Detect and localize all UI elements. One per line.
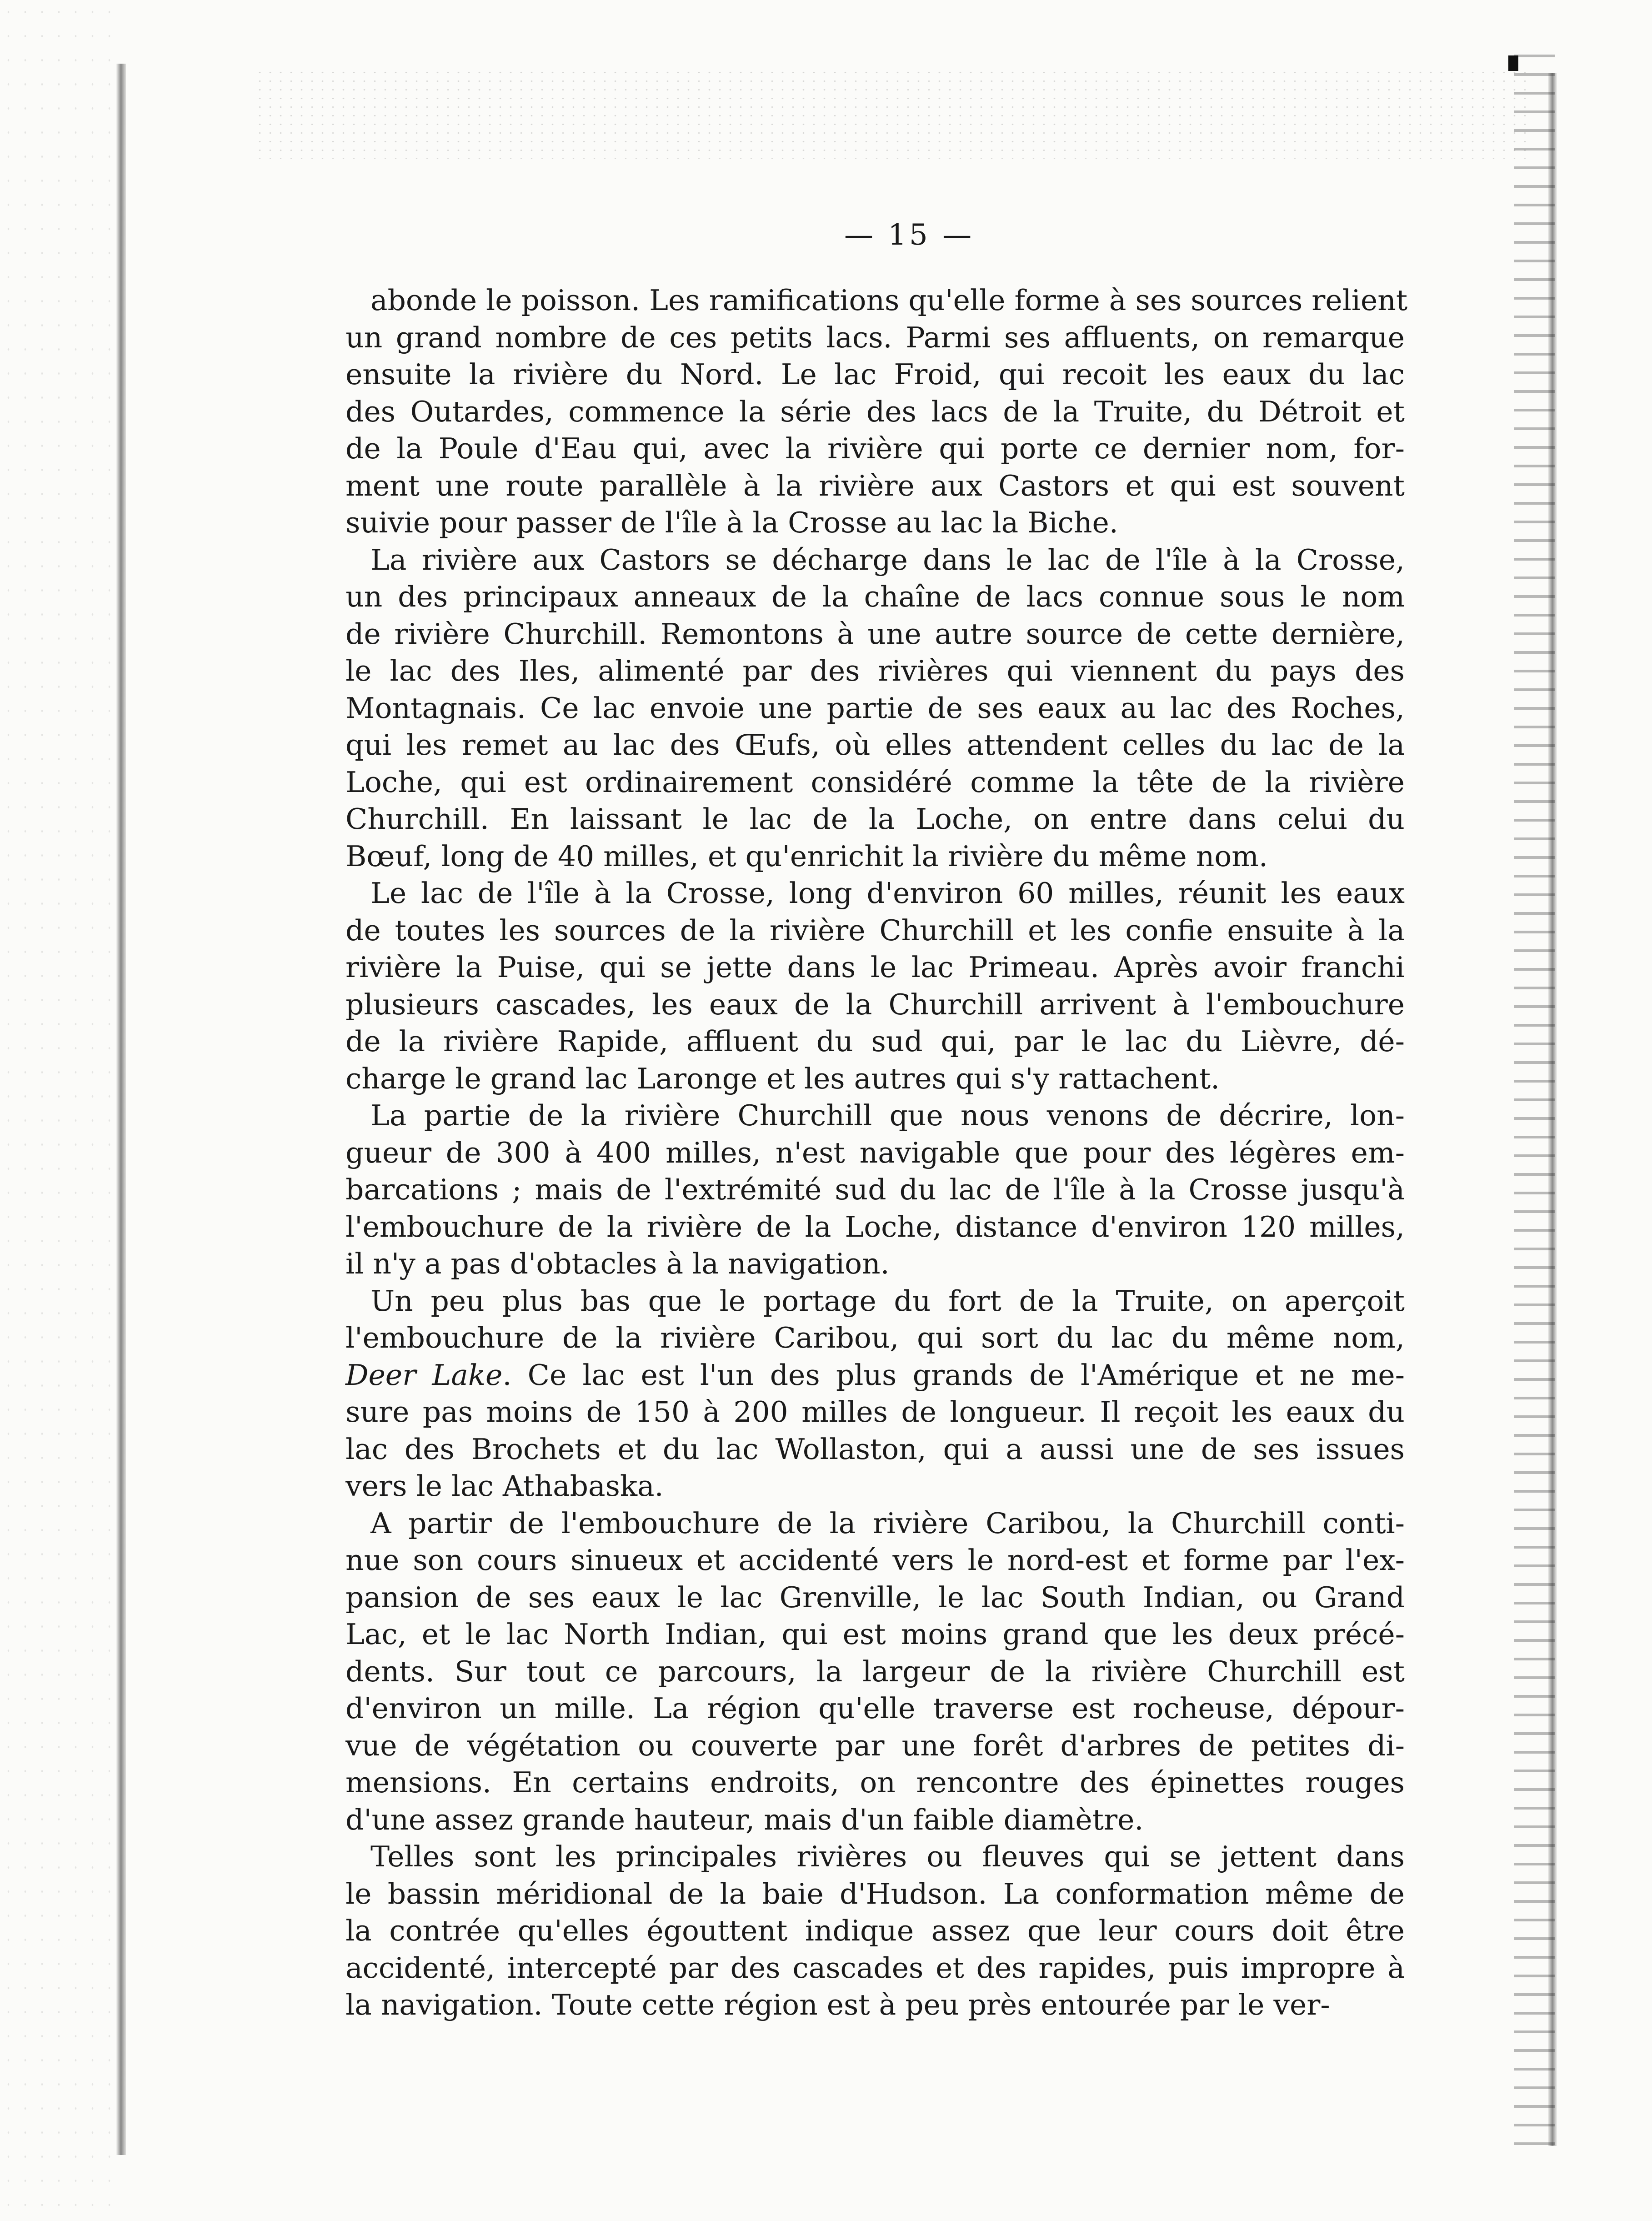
paragraph-7 <box>345 1838 1405 2024</box>
text-line: rivière la Puise, qui se jette dans le lac Primeau. Après avoir franchi <box>345 951 1405 984</box>
text-line: la navigation. Toute cette région est à peu près entourée par le ver- <box>345 1988 1330 2021</box>
text-line: plusieurs cascades, les eaux de la Churchill arrivent à l'embouchure <box>345 988 1405 1021</box>
text-line: le bassin méridional de la baie d'Hudson. La conformation même de <box>345 1877 1405 1910</box>
text-line: abonde le poisson. Les ramifications qu'elle forme à ses sources relient <box>370 284 1408 317</box>
text-line: Loche, qui est ordinairement considéré comme la tête de la rivière <box>345 765 1405 799</box>
text-line: La rivière aux Castors se décharge dans le lac de l'île à la Crosse, <box>370 543 1405 577</box>
text-line: Deer Lake. Ce lac est l'un des plus grands de l'Amérique et ne me- <box>345 1358 1405 1392</box>
text-line: gueur de 300 à 400 milles, n'est navigable que pour des légères em- <box>345 1136 1405 1169</box>
text-line: Churchill. En laissant le lac de la Loche, on entre dans celui du <box>345 802 1405 836</box>
text-line: la contrée qu'elles égouttent indique assez que leur cours doit être <box>345 1914 1405 1947</box>
text-line: mensions. En certains endroits, on rencontre des épinettes rouges <box>345 1766 1405 1799</box>
text-line: de la rivière Rapide, affluent du sud qui, par le lac du Lièvre, dé- <box>345 1025 1405 1058</box>
text-line: lac des Brochets et du lac Wollaston, qui a aussi une de ses issues <box>345 1432 1405 1466</box>
text-line: ensuite la rivière du Nord. Le lac Froid, qui recoit les eaux du lac <box>345 358 1405 391</box>
text-line: Bœuf, long de 40 milles, et qu'enrichit la rivière du même nom. <box>345 839 1268 873</box>
text-line: Telles sont les principales rivières ou fleuves qui se jettent dans <box>370 1840 1405 1873</box>
binding-shadow-left <box>116 64 126 2155</box>
text-line: accidenté, intercepté par des cascades et des rapides, puis impropre à <box>345 1951 1405 1985</box>
text-line: il n'y a pas d'obtacles à la navigation. <box>345 1247 890 1280</box>
text-line: Lac, et le lac North Indian, qui est moins grand que les deux précé- <box>345 1618 1405 1651</box>
paragraph-5 <box>345 1283 1405 1505</box>
text-line: d'une assez grande hauteur, mais d'un faible diamètre. <box>345 1803 1144 1836</box>
paragraph-4 <box>345 1097 1405 1283</box>
scan-noise-top <box>255 68 1527 159</box>
text-line: ment une route parallèle à la rivière aux Castors et qui est souvent <box>345 469 1405 502</box>
text-line: pansion de ses eaux le lac Grenville, le lac South Indian, ou Grand <box>345 1580 1405 1614</box>
text-line: Un peu plus bas que le portage du fort de la Truite, on aperçoit <box>370 1284 1405 1318</box>
text-line: l'embouchure de la rivière Caribou, qui sort du lac du même nom, <box>345 1321 1405 1354</box>
paragraph-1 <box>345 282 1408 541</box>
text-line: nue son cours sinueux et accidenté vers le nord-est et forme par l'ex- <box>345 1544 1405 1577</box>
page-number-header: — 15 — <box>844 218 975 252</box>
text-line: suivie pour passer de l'île à la Crosse au lac la Biche. <box>345 506 1118 539</box>
paragraph-3 <box>345 875 1405 1097</box>
text-line: un grand nombre de ces petits lacs. Parmi ses affluents, on remarque <box>345 321 1405 354</box>
text-line: l'embouchure de la rivière de la Loche, distance d'environ 120 milles, <box>345 1210 1405 1243</box>
body-text <box>345 282 1408 2024</box>
text-line: sure pas moins de 150 à 200 milles de longueur. Il reçoit les eaux du <box>345 1395 1405 1429</box>
text-line: Montagnais. Ce lac envoie une partie de ses eaux au lac des Roches, <box>345 691 1405 725</box>
scan-noise-left <box>0 0 118 2221</box>
binding-shadow-right <box>1548 73 1557 2146</box>
text-line: des Outardes, commence la série des lacs de la Truite, du Détroit et <box>345 395 1405 428</box>
text-line: La partie de la rivière Churchill que nous venons de décrire, lon- <box>370 1099 1405 1132</box>
text-line: de la Poule d'Eau qui, avec la rivière qui porte ce dernier nom, for- <box>345 432 1405 465</box>
text-line: de toutes les sources de la rivière Churchill et les confie ensuite à la <box>345 913 1405 947</box>
text-line: vue de végétation ou couverte par une forêt d'arbres de petites di- <box>345 1729 1405 1762</box>
text-line: dents. Sur tout ce parcours, la largeur de la rivière Churchill est <box>345 1654 1405 1688</box>
text-line: de rivière Churchill. Remontons à une autre source de cette dernière, <box>345 617 1405 651</box>
text-line: Le lac de l'île à la Crosse, long d'environ 60 milles, réunit les eaux <box>370 877 1405 910</box>
paragraph-2 <box>345 541 1405 875</box>
paragraph-6 <box>345 1505 1405 1839</box>
text-line: barcations ; mais de l'extrémité sud du lac de l'île à la Crosse jusqu'à <box>345 1173 1405 1206</box>
text-line: charge le grand lac Laronge et les autres qui s'y rattachent. <box>345 1062 1220 1095</box>
text-line: d'environ un mille. La région qu'elle traverse est rocheuse, dépour- <box>345 1692 1405 1725</box>
text-line: un des principaux anneaux de la chaîne de lacs connue sous le nom <box>345 580 1405 613</box>
text-line: A partir de l'embouchure de la rivière Caribou, la Churchill conti- <box>370 1506 1405 1540</box>
text-line: vers le lac Athabaska. <box>345 1469 664 1503</box>
text-line: le lac des Iles, alimenté par des rivières qui viennent du pays des <box>345 654 1405 687</box>
text-line: qui les remet au lac des Œufs, où elles attendent celles du lac de la <box>345 728 1405 762</box>
corner-mark <box>1508 55 1518 71</box>
